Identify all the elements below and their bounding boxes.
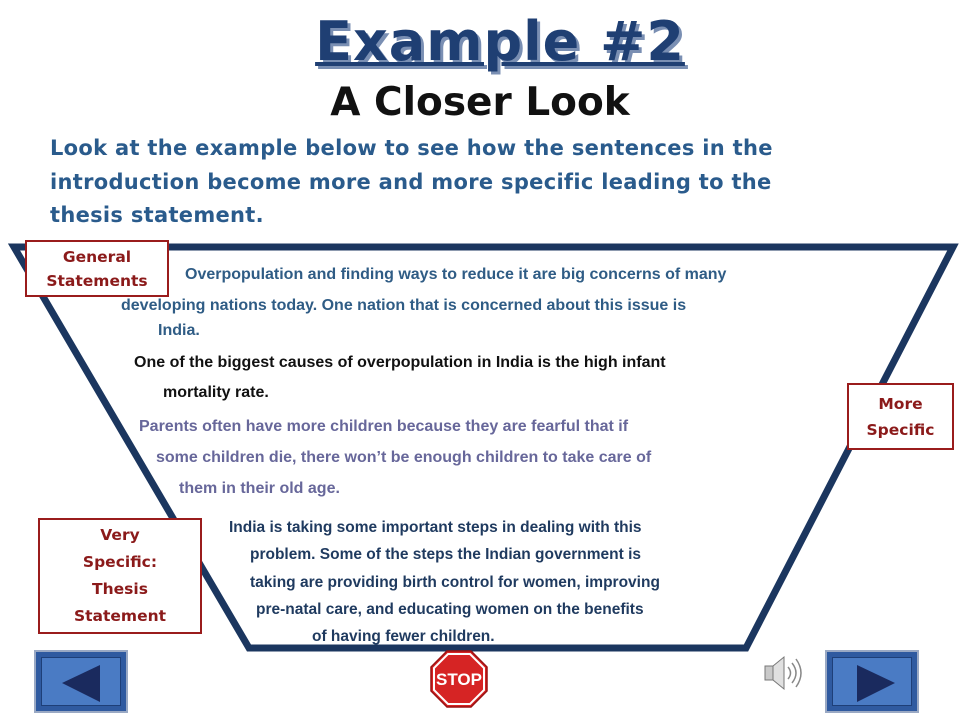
- label-line: Specific:: [82, 553, 158, 571]
- thesis-text-line: taking are providing birth control for women, improving: [250, 574, 660, 591]
- label-line: Statements: [46, 271, 148, 290]
- label-line: Thesis: [92, 580, 148, 598]
- funnel-text-line: One of the biggest causes of overpopulation in India is the high infant: [134, 354, 666, 371]
- intro-line: introduction become more and more specific leading to the: [50, 169, 772, 194]
- stop-button[interactable]: [430, 650, 488, 708]
- thesis-text-line: problem. Some of the steps the Indian government is: [250, 546, 642, 563]
- label-line: Statement: [73, 607, 167, 625]
- label-line: More: [878, 394, 923, 413]
- intro-line: Look at the example below to see how the sentences in the: [50, 136, 773, 160]
- slide-title: Example #2: [315, 10, 685, 73]
- thesis-text-line: pre-natal care, and educating women on the benefits: [256, 601, 644, 618]
- button-face: [832, 657, 912, 706]
- funnel-text-line: some children die, there won’t be enough children to take care of: [156, 449, 652, 466]
- thesis-statement-label: [38, 518, 202, 634]
- funnel-text-line: developing nations today. One nation that is concerned about this issue is: [121, 297, 687, 314]
- label-line: Specific: [866, 420, 935, 439]
- more-specific-label: [847, 383, 954, 450]
- previous-slide-button[interactable]: [34, 650, 128, 713]
- thesis-text-line: India is taking some important steps in dealing with this: [229, 519, 642, 536]
- general-statements-label: [25, 240, 169, 297]
- funnel-text-line: Parents often have more children because they are fearful that if: [139, 418, 629, 435]
- left-triangle-icon: [42, 658, 124, 709]
- funnel-text-line: them in their old age.: [179, 480, 340, 497]
- stop-label: STOP: [436, 670, 482, 689]
- label-line: Very: [100, 526, 140, 544]
- funnel-text-line: mortality rate.: [163, 384, 269, 401]
- button-face: [41, 657, 121, 706]
- slide-subtitle: A Closer Look: [330, 80, 630, 125]
- speaker-icon[interactable]: [760, 650, 806, 696]
- right-triangle-icon: [833, 658, 915, 709]
- funnel-text-line: Overpopulation and finding ways to reduce it are big concerns of many: [185, 266, 727, 283]
- intro-line: thesis statement.: [50, 203, 264, 227]
- next-slide-button[interactable]: [825, 650, 919, 713]
- thesis-text-line: of having fewer children.: [312, 628, 495, 645]
- intro-paragraph: [50, 132, 880, 233]
- funnel-text-line: India.: [158, 322, 200, 339]
- label-line: General: [62, 247, 132, 266]
